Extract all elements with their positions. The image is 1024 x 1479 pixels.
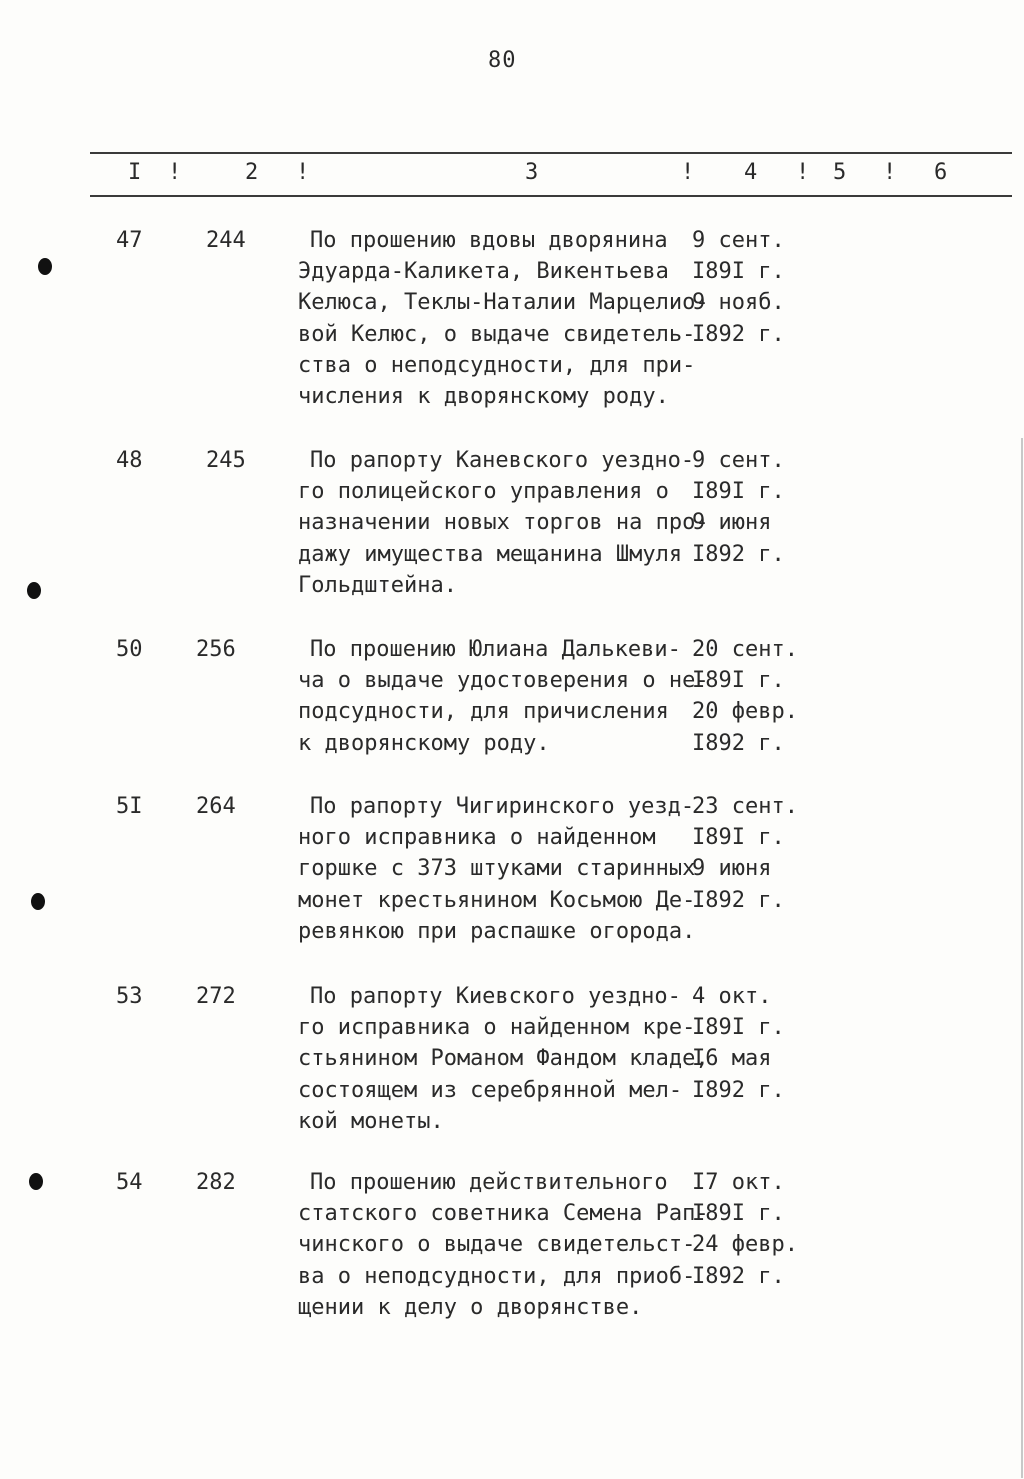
record-description: [298, 225, 709, 412]
description-line: Келюса, Теклы-Наталии Марцелио-: [298, 290, 709, 316]
column-header-4: 4: [744, 160, 758, 185]
record-description: [298, 445, 709, 601]
description-line: ного исправника о найденном: [298, 825, 656, 851]
record-number: 48: [116, 448, 143, 473]
date-line: 9 сент.: [692, 228, 785, 253]
column-separator: !: [168, 160, 182, 185]
column-header-6: 6: [934, 160, 948, 185]
column-separator: !: [883, 160, 897, 185]
description-line: Гольдштейна.: [298, 572, 457, 598]
file-number: 282: [196, 1170, 236, 1195]
description-line: По рапорту Киевского уездно-: [310, 984, 681, 1009]
record-number: 47: [116, 228, 143, 253]
description-line: По рапорту Каневского уездно-: [310, 448, 695, 473]
description-line: По прошению вдовы дворянина: [310, 228, 668, 253]
description-line: дажу имущества мещанина Шмуля: [298, 541, 683, 567]
record-description: [298, 981, 709, 1137]
description-line: назначении новых торгов на про-: [298, 510, 709, 536]
date-line: I89I г.: [692, 1201, 785, 1227]
header-rule-top: [90, 152, 1012, 154]
record-number: 54: [116, 1170, 143, 1195]
record-description: [298, 791, 705, 947]
column-header-1: I: [128, 160, 142, 185]
date-line: I892 г.: [692, 1263, 785, 1289]
file-number: 272: [196, 984, 236, 1009]
column-separator: !: [681, 160, 695, 185]
record-description: [298, 1167, 709, 1323]
date-line: 9 июня: [692, 510, 772, 536]
binder-hole: [31, 893, 45, 910]
description-line: статского советника Семена Рап-: [298, 1201, 709, 1227]
file-number: 264: [196, 794, 236, 819]
description-line: По прошению Юлиана Далькеви-: [310, 637, 681, 662]
description-line: По рапорту Чигиринского уезд-: [310, 794, 695, 819]
record-number: 53: [116, 984, 143, 1009]
date-line: I89I г.: [692, 479, 785, 505]
date-line: I6 мая: [692, 1046, 772, 1072]
date-line: 24 февр.: [692, 1232, 798, 1258]
description-line: ства о неподсудности, для при-: [298, 352, 696, 378]
description-line: монет крестьянином Косьмою Де-: [298, 887, 696, 913]
date-line: I892 г.: [692, 321, 785, 347]
binder-hole: [38, 258, 52, 275]
record-number: 50: [116, 637, 143, 662]
page-edge: [1021, 438, 1023, 1478]
date-line: 23 сент.: [692, 794, 798, 819]
date-line: I892 г.: [692, 1077, 785, 1103]
column-header-5: 5: [833, 160, 847, 185]
date-line: I7 окт.: [692, 1170, 785, 1195]
file-number: 244: [206, 228, 246, 253]
record-dates: [692, 981, 812, 1106]
date-line: 9 июня: [692, 856, 772, 882]
description-line: го исправника о найденном кре-: [298, 1015, 696, 1041]
date-line: 20 сент.: [692, 637, 798, 662]
description-line: ча о выдаче удостоверения о не-: [298, 668, 709, 694]
record-description: [298, 634, 709, 759]
date-line: I892 г.: [692, 730, 785, 756]
column-separator: !: [796, 160, 810, 185]
file-number: 245: [206, 448, 246, 473]
description-line: ва о неподсудности, для приоб-: [298, 1263, 696, 1289]
description-line: стьянином Романом Фандом кладе,: [298, 1046, 709, 1072]
record-dates: [692, 225, 812, 350]
description-line: к дворянскому роду.: [298, 730, 550, 756]
binder-hole: [29, 1173, 43, 1190]
date-line: I892 г.: [692, 887, 785, 913]
description-line: вой Келюс, о выдаче свидетель-: [298, 321, 696, 347]
description-line: щении к делу о дворянстве.: [298, 1294, 643, 1320]
description-line: По прошению действительного: [310, 1170, 668, 1195]
description-line: кой монеты.: [298, 1108, 444, 1134]
column-separator: !: [296, 160, 310, 185]
column-header-2: 2: [245, 160, 259, 185]
record-dates: [692, 791, 812, 916]
column-header-3: 3: [525, 160, 539, 185]
description-line: ревянкою при распашке огорода.: [298, 918, 696, 944]
date-line: 4 окт.: [692, 984, 772, 1009]
description-line: подсудности, для причисления: [298, 699, 669, 725]
record-number: 5I: [116, 794, 143, 819]
record-dates: [692, 1167, 812, 1292]
description-line: состоящем из серебрянной мел-: [298, 1077, 683, 1103]
file-number: 256: [196, 637, 236, 662]
page-number: 80: [488, 48, 517, 73]
date-line: I89I г.: [692, 259, 785, 285]
binder-hole: [27, 582, 41, 599]
record-dates: [692, 445, 812, 570]
description-line: Эдуарда-Каликета, Викентьева: [298, 259, 669, 285]
description-line: горшке с 373 штуками старинных: [298, 856, 696, 882]
header-rule-bottom: [90, 195, 1012, 197]
date-line: 20 февр.: [692, 699, 798, 725]
description-line: числения к дворянскому роду.: [298, 383, 669, 409]
description-line: го полицейского управления о: [298, 479, 669, 505]
date-line: I89I г.: [692, 668, 785, 694]
date-line: I89I г.: [692, 825, 785, 851]
column-header-row: [0, 160, 1024, 188]
date-line: I89I г.: [692, 1015, 785, 1041]
description-line: чинского о выдаче свидетельст-: [298, 1232, 696, 1258]
date-line: 9 нояб.: [692, 290, 785, 316]
date-line: I892 г.: [692, 541, 785, 567]
record-dates: [692, 634, 812, 759]
date-line: 9 сент.: [692, 448, 785, 473]
